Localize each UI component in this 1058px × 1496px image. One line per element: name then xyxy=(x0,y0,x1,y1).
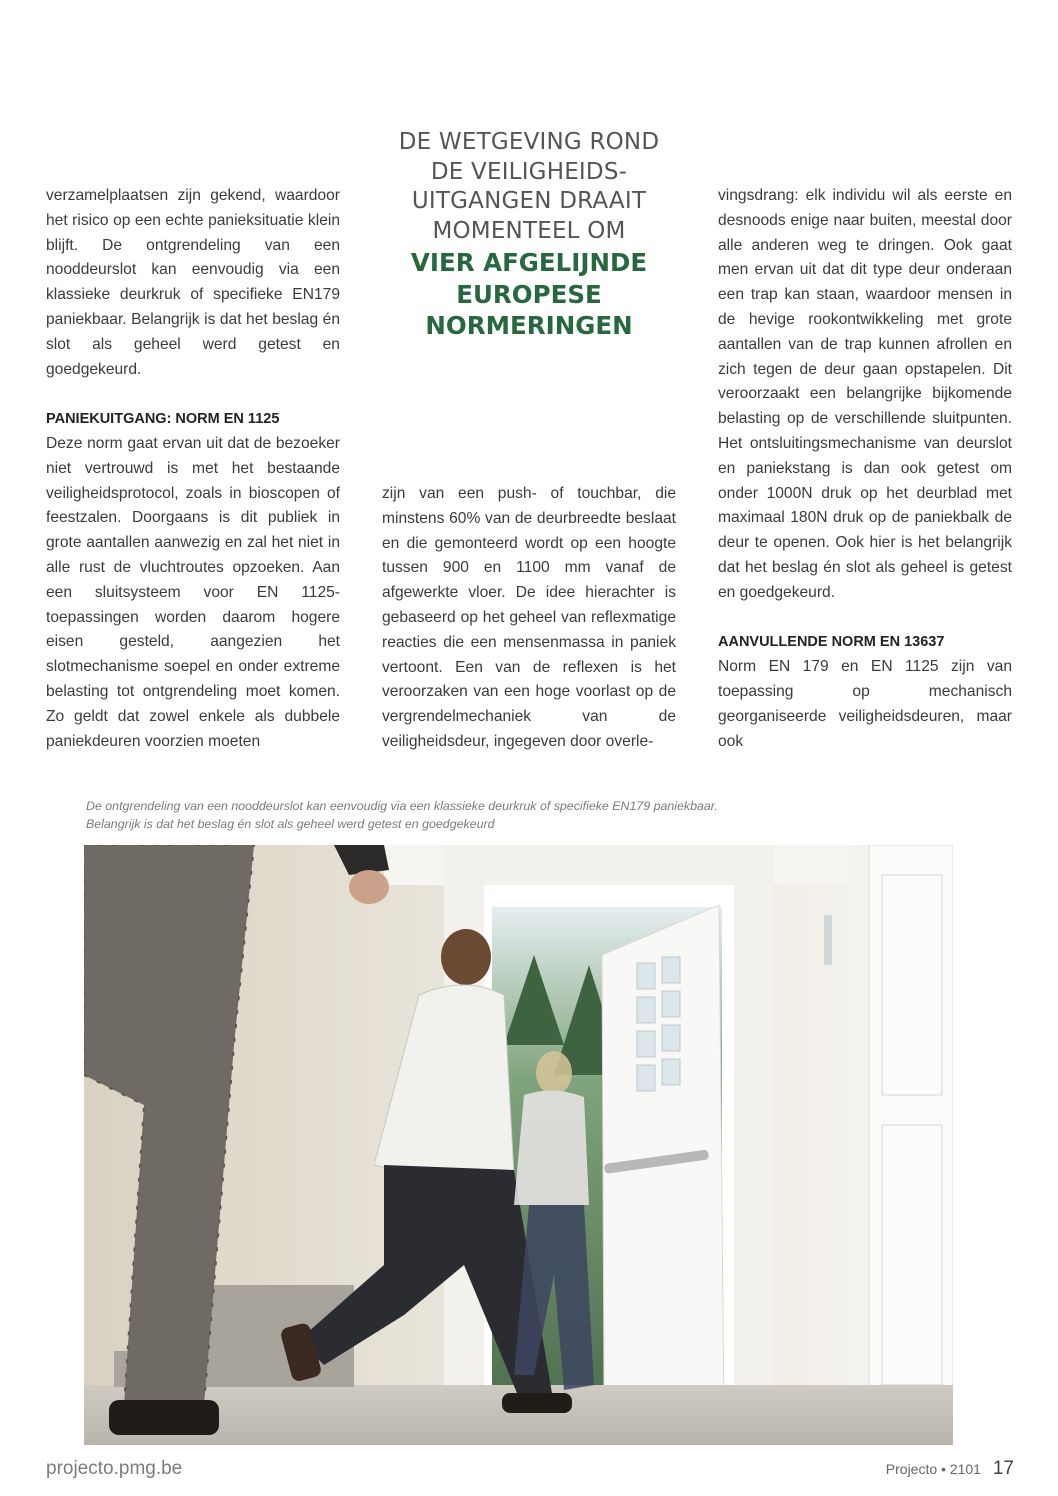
text-column-middle xyxy=(382,482,676,755)
pull-quote-line: UITGANGEN DRAAIT xyxy=(411,188,647,214)
footer-url[interactable]: projecto.pmg.be xyxy=(46,1458,183,1479)
pull-quote-line: MOMENTEEL OM xyxy=(432,217,626,244)
text-column-right xyxy=(718,184,1012,754)
issue-label: Projecto • 2101 xyxy=(885,1461,981,1477)
text-column-left xyxy=(46,184,340,754)
pull-quote-line: DE VEILIGHEIDS- xyxy=(430,158,628,185)
body-paragraph: verzamelplaatsen zijn gekend, waardoor het risico op een echte panieksituatie klein blijft. De ontgrendeling van een nooddeurslot kan eenvoudig via een klassieke deurkruk of specifieke EN179 paniekbaar. Belangrijk is dat het beslag én slot als geheel werd getest en goedgekeurd. xyxy=(46,187,340,378)
caption-line: Belangrijk is dat het beslag én slot als geheel werd getest en goedgekeurd xyxy=(86,817,495,831)
photo-caption xyxy=(86,797,956,833)
body-paragraph: vingsdrang: elk individu wil als eerste en desnoods enige naar buiten, meestal door alle anderen weg te dringen. Ook gaat men ervan uit dat dit type deur onderaan een trap kan staan, waardoor mensen in de hevige rookontwikkeling met grote aantallen van de trap kunnen afrollen en zich tegen de deur gaan opstapelen. Dit veroorzaakt een belangrijke bijkomende belasting op de verschillende sluitpunten. Het ontsluitingsmechanisme van deurslot en paniekstang is dan ook getest om onder 1000N druk op het deurblad met maximaal 180N druk op de paniekbalk de deur te openen. Ook hier is het belangrijk dat het beslag én slot als geheel is getest en goedgekeurd. xyxy=(718,187,1012,601)
body-paragraph: Deze norm gaat ervan uit dat de bezoeker niet vertrouwd is met het bestaande veiligheidsprotocol, zoals in bioscopen of feestzalen. Doorgaans is dit publiek in grote aantallen aanwezig en zal het niet in alle rust de vluchtroutes opzoeken. Aan een sluitsysteem voor EN 1125-toepassingen worden daarom hogere eisen gesteld, aangezien het slotmechanisme soepel en onder extreme belasting tot ontgrendeling moet komen. Zo geldt dat zowel enkele als dubbele paniekdeuren voorzien moeten xyxy=(46,434,340,750)
body-paragraph: Norm EN 179 en EN 1125 zijn van toepassing op mechanisch georganiseerde veiligheidsdeuren, maar ook xyxy=(718,658,1012,750)
body-paragraph: zijn van een push- of touchbar, die minstens 60% van de deurbreedte beslaat en die gemonteerd wordt op een hoogte tussen 900 en 1100 mm vanaf de afgewerkte vloer. De idee hierachter is gebaseerd op het geheel van reflexmatige reacties die een mensenmassa in paniek vertoont. Een van de reflexen is het veroorzaken van een hoge voorlast op de vergrendelmechaniek van de veiligheidsdeur, ingegeven door overle- xyxy=(382,485,676,750)
section-heading: PANIEKUITGANG: NORM EN 1125 xyxy=(46,411,280,428)
pull-quote-highlight: EUROPESE xyxy=(456,279,602,309)
pull-quote-highlight: VIER AFGELIJNDE xyxy=(410,248,648,277)
footer-issue xyxy=(886,1458,1014,1480)
pull-quote-highlight: NORMERINGEN xyxy=(425,311,633,340)
photo-emergency-exit xyxy=(84,845,953,1445)
pull-quote xyxy=(378,128,680,341)
caption-line: De ontgrendeling van een nooddeurslot kan eenvoudig via een klassieke deurkruk of specifieke EN179 paniekbaar. xyxy=(86,799,718,813)
photo-illustration xyxy=(84,845,953,1445)
pull-quote-line: DE WETGEVING ROND xyxy=(398,129,660,155)
page-number: 17 xyxy=(992,1458,1014,1479)
section-heading: AANVULLENDE NORM EN 13637 xyxy=(718,634,945,651)
